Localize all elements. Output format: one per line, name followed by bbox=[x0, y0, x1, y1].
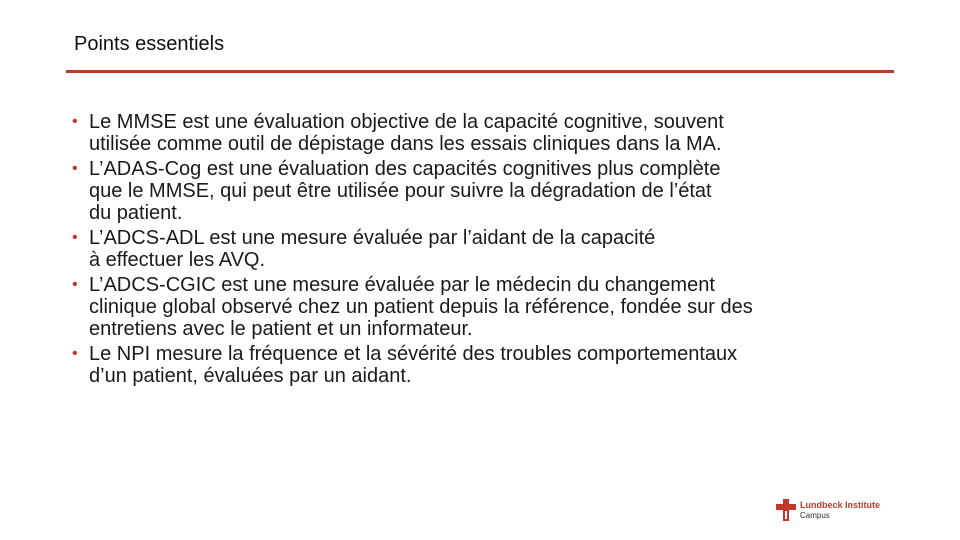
bullet-line: Le MMSE est une évaluation objective de la capacité cognitive, souvent bbox=[89, 111, 724, 133]
bullet-line: que le MMSE, qui peut être utilisée pour suivre la dégradation de l’état bbox=[89, 180, 712, 202]
bullet-line: L’ADCS-ADL est une mesure évaluée par l’aidant de la capacité bbox=[89, 227, 656, 249]
bullet-icon: • bbox=[72, 276, 78, 293]
logo-subtitle: Campus bbox=[800, 511, 830, 520]
lundbeck-logo bbox=[776, 499, 906, 521]
lundbeck-cross-icon bbox=[776, 499, 796, 521]
bullet-line: d’un patient, évaluées par un aidant. bbox=[89, 365, 412, 387]
bullet-item bbox=[72, 343, 902, 387]
bullet-icon: • bbox=[72, 113, 78, 130]
bullet-item bbox=[72, 274, 902, 340]
slide-title: Points essentiels bbox=[74, 33, 225, 55]
bullet-line: entretiens avec le patient et un informateur. bbox=[89, 318, 473, 340]
bullet-line: utilisée comme outil de dépistage dans les essais cliniques dans la MA. bbox=[89, 133, 722, 155]
bullet-line: Le NPI mesure la fréquence et la sévérité des troubles comportementaux bbox=[89, 343, 738, 365]
bullet-line: L’ADCS-CGIC est une mesure évaluée par le médecin du changement bbox=[89, 274, 715, 296]
bullet-item bbox=[72, 227, 902, 271]
title-divider bbox=[66, 70, 894, 73]
bullet-line: clinique global observé chez un patient depuis la référence, fondée sur des bbox=[89, 296, 753, 318]
bullet-icon: • bbox=[72, 345, 78, 362]
bullet-line: du patient. bbox=[89, 202, 183, 224]
logo-name: Lundbeck Institute bbox=[800, 500, 881, 510]
bullet-item bbox=[72, 111, 902, 155]
bullet-item bbox=[72, 158, 902, 224]
bullet-icon: • bbox=[72, 229, 78, 246]
bullet-icon: • bbox=[72, 160, 78, 177]
bullet-list bbox=[72, 111, 902, 390]
bullet-line: L’ADAS-Cog est une évaluation des capacités cognitives plus complète bbox=[89, 158, 721, 180]
bullet-line: à effectuer les AVQ. bbox=[89, 249, 266, 271]
